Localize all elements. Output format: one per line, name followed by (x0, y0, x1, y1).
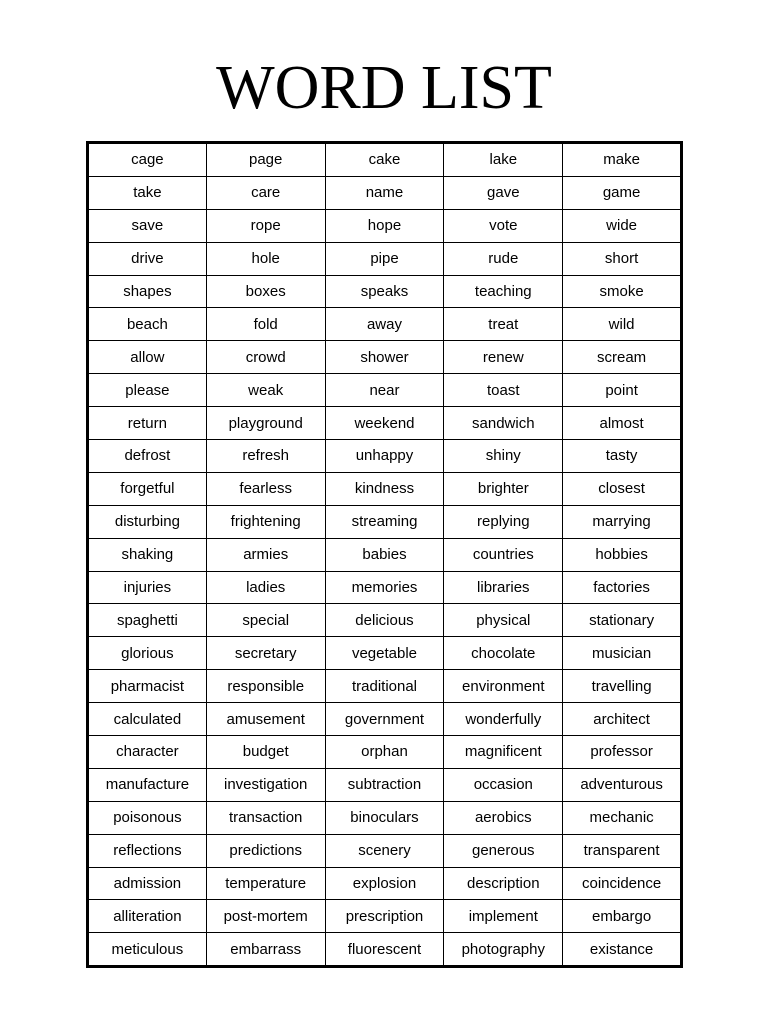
word-cell: wild (563, 308, 682, 341)
page-title: WORD LIST (216, 54, 552, 122)
table-row (88, 834, 682, 867)
word-cell: kindness (325, 472, 444, 505)
word-cell: glorious (88, 637, 207, 670)
word-cell: delicious (325, 604, 444, 637)
word-cell: make (563, 143, 682, 177)
word-cell: traditional (325, 670, 444, 703)
word-cell: hope (325, 209, 444, 242)
word-cell: character (88, 736, 207, 769)
word-cell: explosion (325, 867, 444, 900)
word-cell: drive (88, 242, 207, 275)
word-cell: refresh (206, 440, 325, 473)
word-cell: architect (563, 703, 682, 736)
word-cell: care (206, 176, 325, 209)
word-cell: shapes (88, 275, 207, 308)
word-cell: environment (444, 670, 563, 703)
word-cell: alliteration (88, 900, 207, 933)
table-row (88, 538, 682, 571)
word-cell: government (325, 703, 444, 736)
word-cell: special (206, 604, 325, 637)
word-cell: memories (325, 571, 444, 604)
word-cell: musician (563, 637, 682, 670)
word-cell: countries (444, 538, 563, 571)
word-cell: amusement (206, 703, 325, 736)
word-cell: disturbing (88, 505, 207, 538)
table-row (88, 209, 682, 242)
word-cell: shiny (444, 440, 563, 473)
table-row (88, 308, 682, 341)
word-cell: manufacture (88, 768, 207, 801)
word-cell: hobbies (563, 538, 682, 571)
table-row (88, 242, 682, 275)
word-cell: save (88, 209, 207, 242)
word-cell: allow (88, 341, 207, 374)
word-cell: armies (206, 538, 325, 571)
word-cell: poisonous (88, 801, 207, 834)
word-cell: name (325, 176, 444, 209)
word-cell: treat (444, 308, 563, 341)
word-cell: travelling (563, 670, 682, 703)
table-row (88, 867, 682, 900)
word-cell: gave (444, 176, 563, 209)
table-row (88, 670, 682, 703)
word-cell: budget (206, 736, 325, 769)
word-cell: hole (206, 242, 325, 275)
word-cell: babies (325, 538, 444, 571)
table-row (88, 472, 682, 505)
word-cell: professor (563, 736, 682, 769)
table-row (88, 407, 682, 440)
word-cell: description (444, 867, 563, 900)
word-cell: cake (325, 143, 444, 177)
table-row (88, 176, 682, 209)
word-cell: responsible (206, 670, 325, 703)
word-cell: subtraction (325, 768, 444, 801)
table-row (88, 900, 682, 933)
word-cell: stationary (563, 604, 682, 637)
word-cell: fearless (206, 472, 325, 505)
word-cell: replying (444, 505, 563, 538)
word-cell: existance (563, 933, 682, 967)
word-cell: defrost (88, 440, 207, 473)
word-cell: ladies (206, 571, 325, 604)
table-row (88, 374, 682, 407)
word-cell: orphan (325, 736, 444, 769)
table-row (88, 143, 682, 177)
word-cell: secretary (206, 637, 325, 670)
table-row (88, 736, 682, 769)
word-cell: fluorescent (325, 933, 444, 967)
word-cell: fold (206, 308, 325, 341)
word-cell: away (325, 308, 444, 341)
word-cell: teaching (444, 275, 563, 308)
word-cell: near (325, 374, 444, 407)
word-cell: lake (444, 143, 563, 177)
word-cell: adventurous (563, 768, 682, 801)
table-row (88, 637, 682, 670)
table-row (88, 801, 682, 834)
word-cell: speaks (325, 275, 444, 308)
word-cell: transaction (206, 801, 325, 834)
word-cell: photography (444, 933, 563, 967)
word-cell: physical (444, 604, 563, 637)
table-row (88, 440, 682, 473)
word-cell: generous (444, 834, 563, 867)
word-cell: aerobics (444, 801, 563, 834)
table-row (88, 768, 682, 801)
word-cell: vote (444, 209, 563, 242)
word-cell: meticulous (88, 933, 207, 967)
word-cell: scream (563, 341, 682, 374)
word-cell: playground (206, 407, 325, 440)
word-cell: unhappy (325, 440, 444, 473)
word-cell: spaghetti (88, 604, 207, 637)
word-cell: closest (563, 472, 682, 505)
word-cell: weak (206, 374, 325, 407)
word-cell: toast (444, 374, 563, 407)
word-cell: binoculars (325, 801, 444, 834)
word-cell: wonderfully (444, 703, 563, 736)
word-cell: take (88, 176, 207, 209)
word-cell: weekend (325, 407, 444, 440)
word-table-body (88, 143, 682, 967)
word-cell: smoke (563, 275, 682, 308)
table-row (88, 703, 682, 736)
word-cell: implement (444, 900, 563, 933)
word-cell: wide (563, 209, 682, 242)
table-row (88, 933, 682, 967)
word-cell: post-mortem (206, 900, 325, 933)
word-cell: investigation (206, 768, 325, 801)
word-cell: boxes (206, 275, 325, 308)
word-cell: embargo (563, 900, 682, 933)
word-cell: pipe (325, 242, 444, 275)
word-cell: forgetful (88, 472, 207, 505)
word-cell: sandwich (444, 407, 563, 440)
word-cell: brighter (444, 472, 563, 505)
word-cell: shower (325, 341, 444, 374)
word-cell: beach (88, 308, 207, 341)
word-cell: occasion (444, 768, 563, 801)
word-cell: predictions (206, 834, 325, 867)
word-cell: frightening (206, 505, 325, 538)
word-cell: mechanic (563, 801, 682, 834)
word-cell: admission (88, 867, 207, 900)
word-cell: return (88, 407, 207, 440)
word-cell: rope (206, 209, 325, 242)
word-cell: game (563, 176, 682, 209)
table-row (88, 505, 682, 538)
word-cell: renew (444, 341, 563, 374)
word-cell: page (206, 143, 325, 177)
word-cell: reflections (88, 834, 207, 867)
word-cell: rude (444, 242, 563, 275)
word-cell: tasty (563, 440, 682, 473)
word-cell: transparent (563, 834, 682, 867)
word-cell: embarrass (206, 933, 325, 967)
table-row (88, 341, 682, 374)
word-cell: point (563, 374, 682, 407)
word-cell: coincidence (563, 867, 682, 900)
word-cell: shaking (88, 538, 207, 571)
word-cell: chocolate (444, 637, 563, 670)
word-cell: crowd (206, 341, 325, 374)
word-cell: magnificent (444, 736, 563, 769)
word-cell: calculated (88, 703, 207, 736)
word-cell: pharmacist (88, 670, 207, 703)
table-row (88, 275, 682, 308)
word-cell: factories (563, 571, 682, 604)
word-table (86, 141, 683, 968)
word-cell: vegetable (325, 637, 444, 670)
word-cell: prescription (325, 900, 444, 933)
word-cell: cage (88, 143, 207, 177)
word-cell: streaming (325, 505, 444, 538)
word-cell: scenery (325, 834, 444, 867)
word-cell: short (563, 242, 682, 275)
word-cell: marrying (563, 505, 682, 538)
table-row (88, 571, 682, 604)
word-cell: libraries (444, 571, 563, 604)
word-cell: please (88, 374, 207, 407)
word-cell: injuries (88, 571, 207, 604)
table-row (88, 604, 682, 637)
word-cell: almost (563, 407, 682, 440)
word-cell: temperature (206, 867, 325, 900)
